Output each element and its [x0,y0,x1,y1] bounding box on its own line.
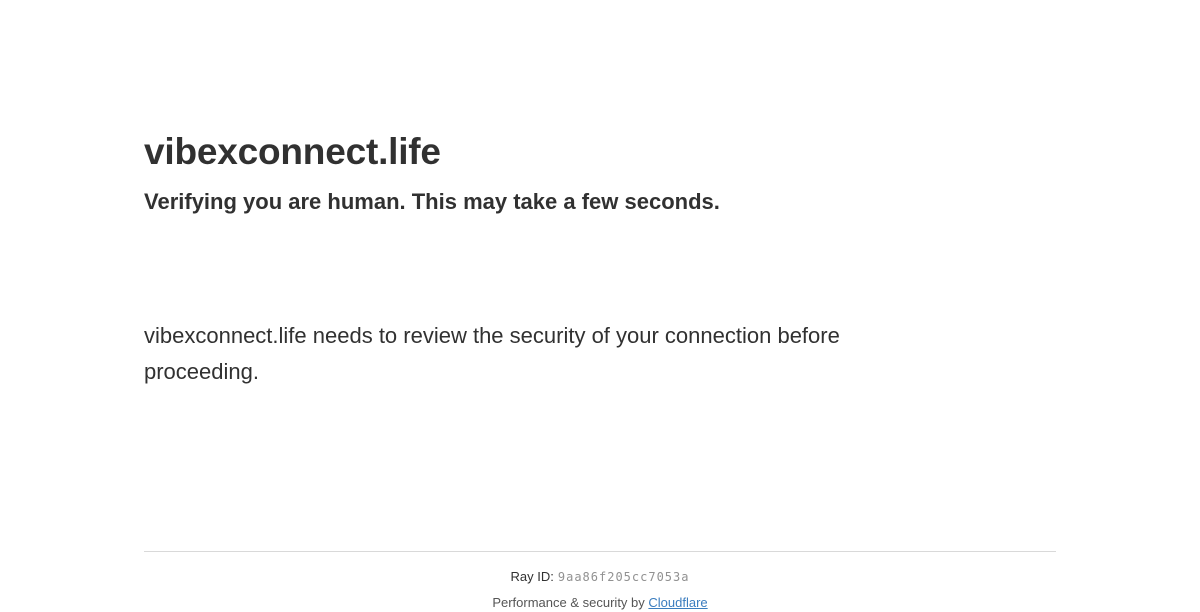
security-review-message-line1: vibexconnect.life needs to review the security of your connection before [144,323,840,348]
cloudflare-link[interactable]: Cloudflare [648,595,708,610]
performance-security-tagline [144,594,1056,612]
ray-id-value: 9aa86f205cc7053a [557,570,690,584]
security-review-message [144,318,1056,390]
verifying-human-heading: Verifying you are human. This may take a few seconds. [144,189,720,214]
ray-id-label: Ray ID: [510,569,554,584]
footer-divider [144,551,1056,552]
main-content [144,0,1056,612]
security-review-message-line2: proceeding. [144,359,259,384]
page-title: vibexconnect.life [144,131,441,172]
tagline-text: Performance & security by [492,595,649,610]
ray-id-row [144,568,1056,586]
